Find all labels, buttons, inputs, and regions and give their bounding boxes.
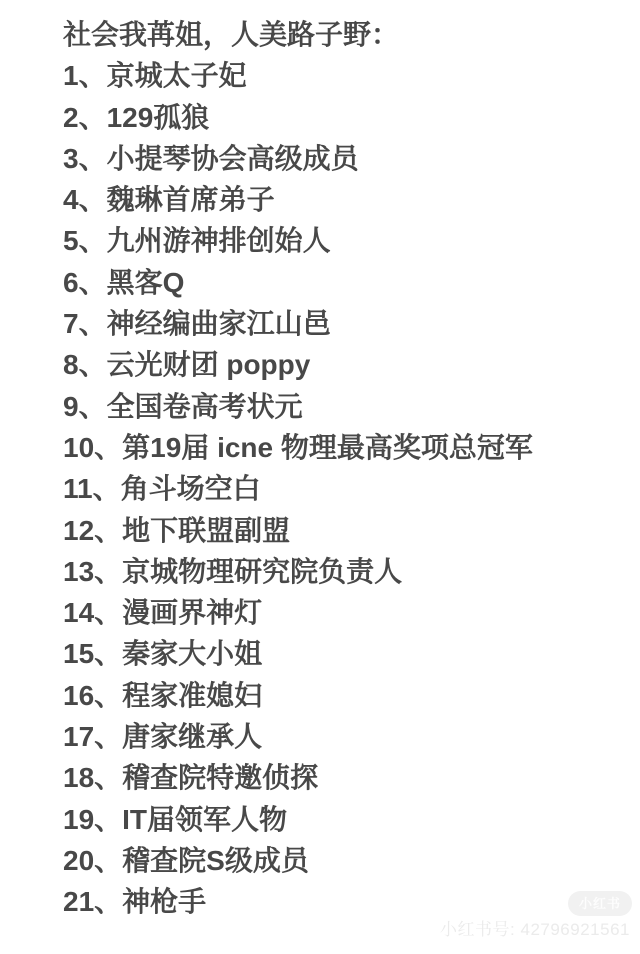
list-item: 1、京城太子妃 <box>63 60 247 92</box>
page-title: 社会我苒姐，人美路子野： <box>63 19 400 50</box>
list-item: 14、漫画界神灯 <box>63 597 263 629</box>
list-item: 10、第19届 icne 物理最高奖项总冠军 <box>63 431 533 463</box>
list-item: 19、IT届领军人物 <box>63 803 288 835</box>
list-item: 13、京城物理研究院负责人 <box>63 555 403 587</box>
list-item: 20、稽查院S级成员 <box>63 844 309 876</box>
list-item: 17、唐家继承人 <box>63 721 263 753</box>
list-item: 18、稽查院特邀侦探 <box>63 762 319 794</box>
list-item: 15、秦家大小姐 <box>63 638 263 670</box>
list <box>63 55 630 922</box>
list-item: 7、神经编曲家江山邑 <box>63 308 331 340</box>
list-item: 5、九州游神排创始人 <box>63 225 331 257</box>
list-item: 11、角斗场空白 <box>63 473 261 505</box>
list-item: 16、程家准媳妇 <box>63 679 263 711</box>
list-item: 21、神枪手 <box>63 886 207 918</box>
xiaohongshu-badge: 小红书 <box>568 891 632 916</box>
xiaohongshu-account-id: 小红书号: 42796921561 <box>440 920 630 939</box>
list-item: 6、黑客Q <box>63 266 185 298</box>
list-item: 8、云光财团 poppy <box>63 349 311 381</box>
text-content <box>63 14 630 923</box>
list-item: 2、129孤狼 <box>63 101 210 133</box>
list-item: 12、地下联盟副盟 <box>63 514 291 546</box>
list-item: 4、魏琳首席弟子 <box>63 184 275 216</box>
list-item: 3、小提琴协会高级成员 <box>63 142 359 174</box>
list-item: 9、全国卷高考状元 <box>63 390 303 422</box>
